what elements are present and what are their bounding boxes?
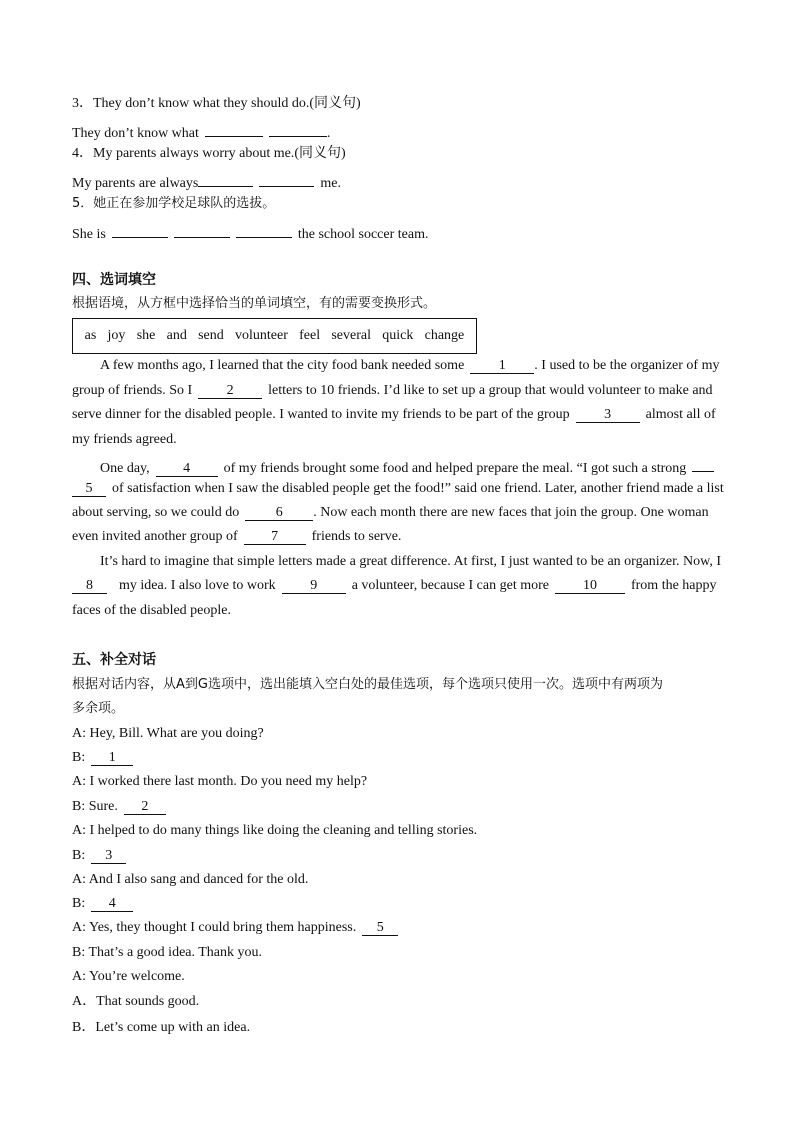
dialogue-blank-3[interactable]: 3 bbox=[91, 848, 126, 864]
dialogue-line: B: That’s a good idea. Thank you. bbox=[72, 945, 263, 960]
passage-text: A few months ago, I learned that the city food bank needed some bbox=[100, 358, 465, 373]
option-a: A．That sounds good. bbox=[72, 994, 200, 1009]
dialogue-line: A: Hey, Bill. What are you doing? bbox=[72, 726, 264, 741]
word-bank-item: several bbox=[331, 328, 372, 343]
passage-line bbox=[72, 505, 709, 521]
word-bank-item: she bbox=[136, 328, 156, 343]
passage-line bbox=[72, 383, 713, 399]
passage-text: my idea. I also love to work bbox=[119, 578, 276, 593]
dialogue-line bbox=[72, 896, 133, 912]
dialogue-blank-1[interactable]: 1 bbox=[91, 750, 133, 766]
dialogue-speaker: B: bbox=[72, 848, 86, 863]
passage-line bbox=[72, 407, 716, 423]
answer-blank[interactable] bbox=[269, 121, 327, 137]
word-bank-item: as bbox=[84, 328, 97, 343]
question-4-answer-line bbox=[72, 171, 341, 192]
dialogue-line bbox=[72, 750, 133, 766]
passage-text: even invited another group of bbox=[72, 529, 238, 544]
question-3-prompt: 3．They don’t know what they should do.(同义句) bbox=[72, 96, 361, 111]
section-5-heading: 五、补全对话 bbox=[72, 652, 156, 668]
word-bank-item: send bbox=[198, 328, 224, 343]
dialogue-speaker: B: bbox=[72, 896, 86, 911]
passage-blank-5-start[interactable] bbox=[692, 456, 714, 472]
question-3-answer-line bbox=[72, 121, 330, 142]
passage-text: letters to 10 friends. I’d like to set up a group that would volunteer to make and bbox=[268, 383, 713, 398]
question-4-prompt: 4．My parents always worry about me.(同义句) bbox=[72, 146, 346, 161]
section-5-instruction: 多余项。 bbox=[72, 701, 125, 716]
passage-blank-6[interactable]: 6 bbox=[245, 505, 313, 521]
dialogue-line: A: And I also sang and danced for the old. bbox=[72, 872, 309, 887]
dialogue-blank-5[interactable]: 5 bbox=[362, 920, 398, 936]
question-4-answer-prefix: My parents are always bbox=[72, 176, 199, 191]
passage-blank-1[interactable]: 1 bbox=[470, 358, 534, 374]
answer-blank[interactable] bbox=[198, 171, 253, 187]
answer-blank[interactable] bbox=[205, 121, 263, 137]
passage-text: a volunteer, because I can get more bbox=[351, 578, 549, 593]
passage-line bbox=[72, 481, 724, 497]
dialogue-line bbox=[72, 848, 126, 864]
passage-blank-10[interactable]: 10 bbox=[555, 578, 625, 594]
passage-text: from the happy bbox=[630, 578, 717, 593]
answer-blank[interactable] bbox=[112, 222, 168, 238]
dialogue-line: A: You’re welcome. bbox=[72, 969, 185, 984]
passage-line bbox=[100, 456, 714, 477]
passage-blank-8[interactable]: 8 bbox=[72, 578, 107, 594]
passage-line bbox=[72, 578, 717, 594]
dialogue-blank-4[interactable]: 4 bbox=[91, 896, 133, 912]
passage-line: It’s hard to imagine that simple letters made a great difference. At first, I just wanted to be an organizer. Now, I bbox=[100, 554, 721, 569]
passage-line: faces of the disabled people. bbox=[72, 603, 231, 618]
question-5-answer-suffix: the school soccer team. bbox=[297, 227, 429, 242]
passage-line bbox=[100, 358, 719, 374]
passage-text: almost all of bbox=[645, 407, 716, 422]
passage-text: of my friends brought some food and helped prepare the meal. “I got such a strong bbox=[223, 461, 687, 476]
question-4-answer-suffix: me. bbox=[320, 176, 341, 191]
answer-blank[interactable] bbox=[259, 171, 314, 187]
section-4-heading: 四、选词填空 bbox=[72, 272, 156, 288]
section-5-instruction: 根据对话内容，从A到G选项中，选出能填入空白处的最佳选项，每个选项只使用一次。选项中有两项为 bbox=[72, 677, 663, 692]
answer-blank[interactable] bbox=[236, 222, 292, 238]
dialogue-speaker: B: Sure. bbox=[72, 799, 118, 814]
word-bank-item: volunteer bbox=[235, 328, 288, 343]
question-3-answer-suffix: . bbox=[326, 126, 331, 141]
passage-blank-2[interactable]: 2 bbox=[198, 383, 262, 399]
passage-text: about serving, so we could do bbox=[72, 505, 240, 520]
word-bank-item: joy bbox=[107, 328, 126, 343]
passage-text: group of friends. So I bbox=[72, 383, 193, 398]
dialogue-line bbox=[72, 799, 166, 815]
word-bank-box bbox=[72, 318, 477, 354]
option-b: B．Let’s come up with an idea. bbox=[72, 1020, 251, 1035]
question-5-answer-line bbox=[72, 222, 428, 243]
dialogue-text: A: Yes, they thought I could bring them happiness. bbox=[72, 920, 357, 935]
question-3-answer-prefix: They don’t know what bbox=[72, 126, 199, 141]
passage-blank-9[interactable]: 9 bbox=[282, 578, 346, 594]
passage-text: of satisfaction when I saw the disabled people get the food!” said one friend. Later, another friend made a list bbox=[112, 481, 724, 496]
section-4-instruction: 根据语境，从方框中选择恰当的单词填空，有的需要变换形式。 bbox=[72, 296, 437, 311]
word-bank-item: feel bbox=[299, 328, 321, 343]
dialogue-speaker: B: bbox=[72, 750, 86, 765]
passage-line: my friends agreed. bbox=[72, 432, 177, 447]
passage-blank-5[interactable]: 5 bbox=[72, 481, 106, 497]
dialogue-line: A: I helped to do many things like doing the cleaning and telling stories. bbox=[72, 823, 478, 838]
passage-text: serve dinner for the disabled people. I wanted to invite my friends to be part of the group bbox=[72, 407, 570, 422]
passage-blank-7[interactable]: 7 bbox=[244, 529, 306, 545]
passage-line bbox=[72, 529, 401, 545]
dialogue-line bbox=[72, 920, 398, 936]
dialogue-line: A: I worked there last month. Do you need my help? bbox=[72, 774, 368, 789]
passage-blank-3[interactable]: 3 bbox=[576, 407, 640, 423]
word-bank-item: quick bbox=[382, 328, 414, 343]
passage-text: . Now each month there are new faces that join the group. One woman bbox=[313, 505, 709, 520]
word-bank-item: change bbox=[424, 328, 465, 343]
passage-text: One day, bbox=[100, 461, 150, 476]
dialogue-blank-2[interactable]: 2 bbox=[124, 799, 166, 815]
question-5-answer-prefix: She is bbox=[72, 227, 106, 242]
answer-blank[interactable] bbox=[174, 222, 230, 238]
question-5-prompt: 5．她正在参加学校足球队的选拔。 bbox=[72, 196, 276, 211]
passage-text: friends to serve. bbox=[311, 529, 402, 544]
word-bank-item: and bbox=[166, 328, 187, 343]
passage-text: . I used to be the organizer of my bbox=[534, 358, 720, 373]
passage-blank-4[interactable]: 4 bbox=[156, 461, 218, 477]
